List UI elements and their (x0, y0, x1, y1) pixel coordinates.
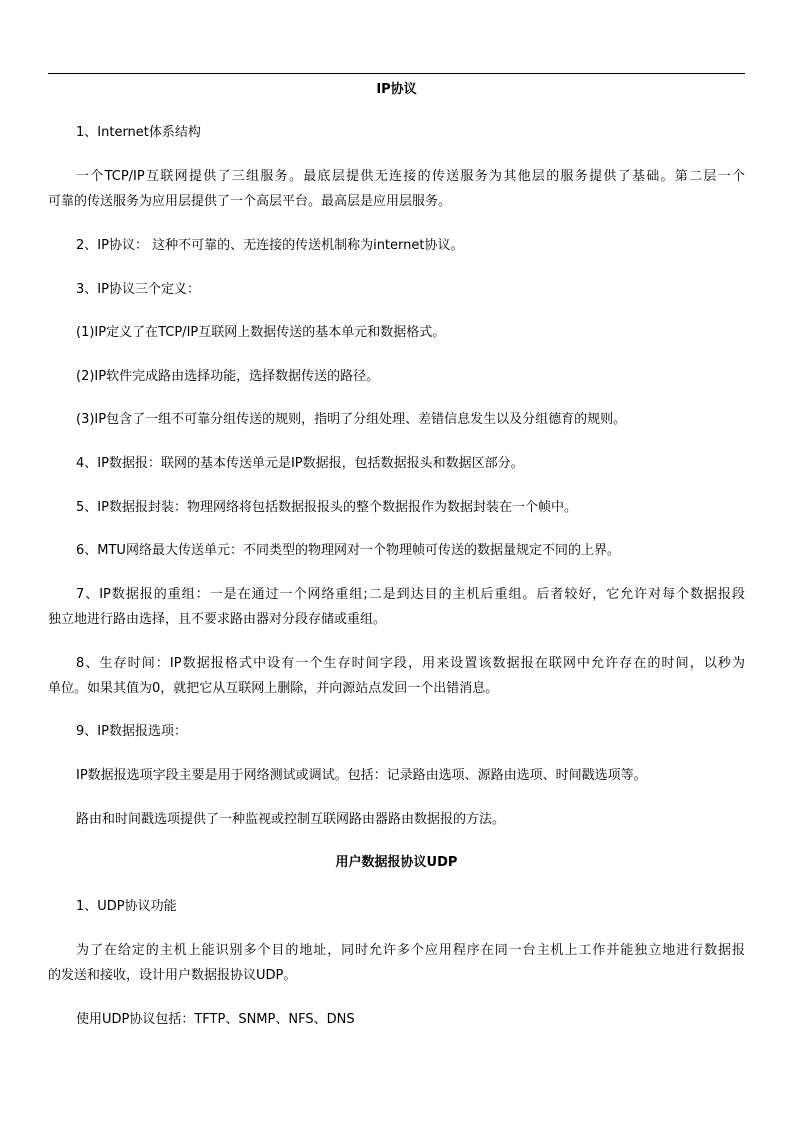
ip-item-1-paragraph-line-1: 一个TCP/IP互联网提供了三组服务。最底层提供无连接的传送服务为其他层的服务提供了基础。第二层一个 (76, 169, 745, 184)
ip-item-8-line-1: 8、生存时间：IP数据报格式中设有一个生存时间字段，用来设置该数据报在联网中允许存在的时间，以秒为 (76, 656, 745, 671)
udp-item-1-paragraph-line-1: 为了在给定的主机上能识别多个目的地址，同时允许多个应用程序在同一台主机上工作并能独立地进行数据报 (76, 943, 745, 958)
udp-item-1-paragraph-line-2: 的发送和接收，设计用户数据报协议UDP。 (48, 968, 297, 983)
section-heading-ip: IP协议 (376, 82, 417, 97)
ip-item-9-paragraph-2: 路由和时间戳选项提供了一种监视或控制互联网路由器路由数据报的方法。 (76, 812, 506, 827)
ip-item-8-line-2: 单位。如果其值为0，就把它从互联网上删除，并向源站点发回一个出错消息。 (48, 681, 499, 696)
ip-item-3-1: (1)IP定义了在TCP/IP互联网上数据传送的基本单元和数据格式。 (76, 325, 446, 340)
ip-item-3-3: (3)IP包含了一组不可靠分组传送的规则，指明了分组处理、差错信息发生以及分组德育的规则。 (76, 412, 627, 427)
udp-item-1-paragraph-2: 使用UDP协议包括：TFTP、SNMP、NFS、DNS (76, 1012, 355, 1027)
ip-item-9-paragraph-1: IP数据报选项字段主要是用于网络测试或调试。包括：记录路由选项、源路由选项、时间戳选项等。 (76, 768, 647, 783)
ip-item-6: 6、MTU网络最大传送单元：不同类型的物理网对一个物理帧可传送的数据量规定不同的上界。 (76, 543, 620, 558)
header-rule (48, 73, 745, 74)
ip-item-7-line-1: 7、IP数据报的重组：一是在通过一个网络重组;二是到达目的主机后重组。后者较好，它允许对每个数据报段 (76, 587, 745, 602)
ip-item-3: 3、IP协议三个定义： (76, 282, 200, 297)
ip-item-3-2: (2)IP软件完成路由选择功能，选择数据传送的路径。 (76, 369, 380, 384)
ip-item-1-paragraph-line-2: 可靠的传送服务为应用层提供了一个高层平台。最高层是应用层服务。 (48, 194, 452, 209)
ip-item-7-line-2: 独立地进行路由选择，且不要求路由器对分段存储或重组。 (48, 612, 387, 627)
ip-item-4: 4、IP数据报：联网的基本传送单元是IP数据报，包括数据报头和数据区部分。 (76, 456, 524, 471)
section-heading-udp: 用户数据报协议UDP (335, 855, 458, 870)
ip-item-5: 5、IP数据报封装：物理网络将包括数据报报头的整个数据报作为数据封装在一个帧中。 (76, 500, 577, 515)
ip-item-1: 1、Internet体系结构 (76, 125, 201, 140)
ip-item-9: 9、IP数据报选项： (76, 724, 187, 739)
udp-item-1: 1、UDP协议功能 (76, 899, 177, 914)
ip-item-2: 2、IP协议： 这种不可靠的、无连接的传送机制称为internet协议。 (76, 238, 464, 253)
